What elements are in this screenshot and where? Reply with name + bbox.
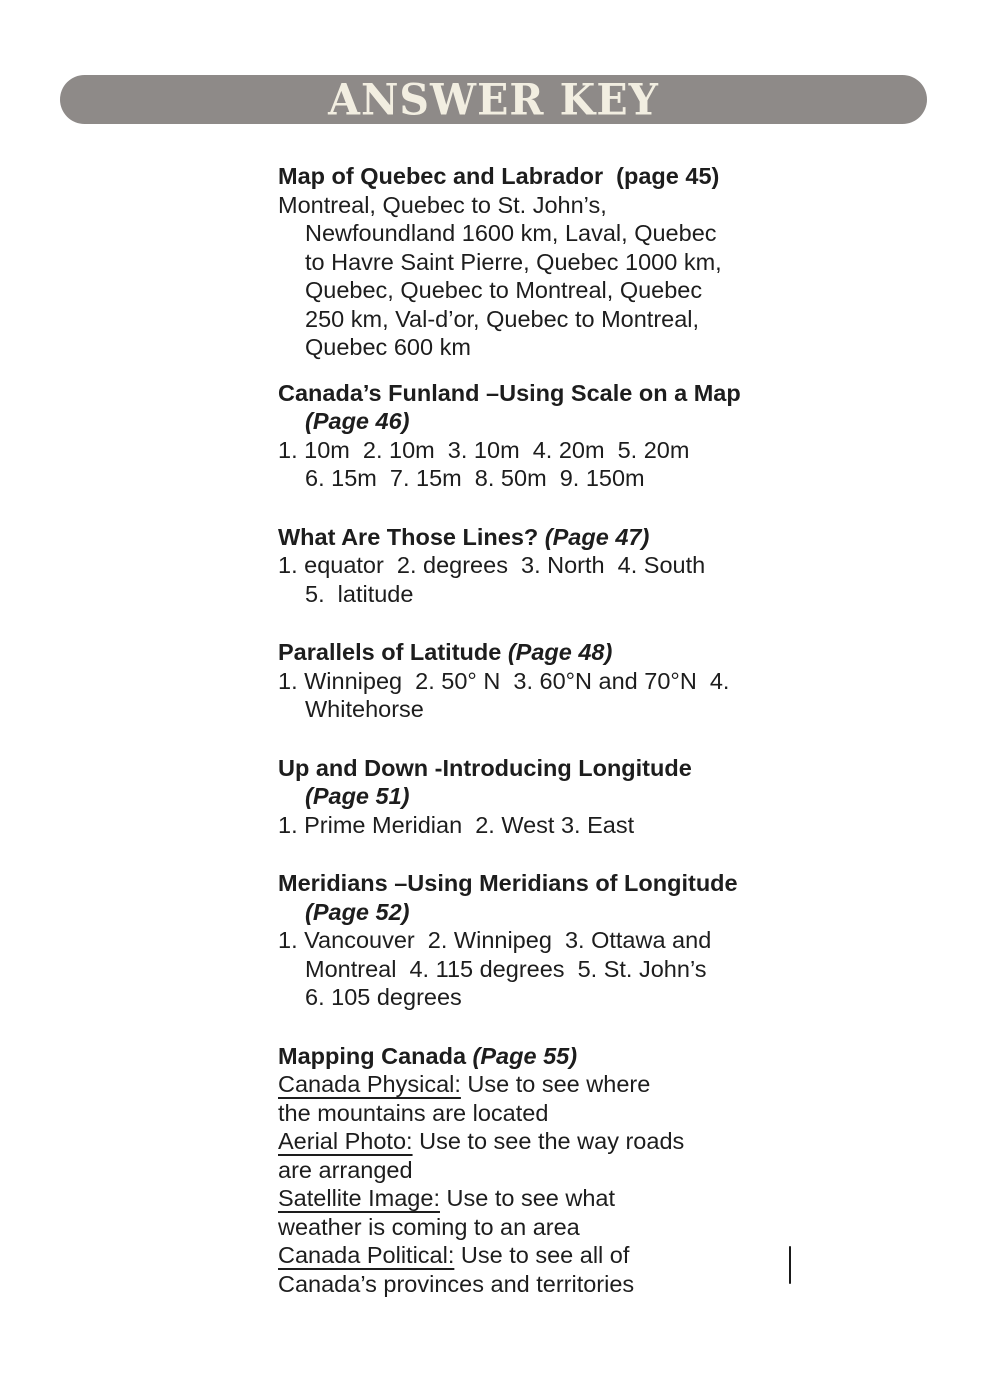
answer-line-text: the mountains are located <box>278 1099 549 1126</box>
page-reference: (Page 46) <box>305 408 410 434</box>
answer-line <box>278 1241 898 1270</box>
answer-line-text: Canada’s provinces and territories <box>278 1270 635 1297</box>
answer-line <box>278 248 898 277</box>
answer-line <box>278 464 898 493</box>
answer-line-text: 1. 10m 2. 10m 3. 10m 4. 20m 5. 20m <box>278 436 690 463</box>
page-title: ANSWER KEY <box>328 74 659 125</box>
answer-line <box>278 1213 898 1242</box>
underlined-term: Canada Physical: <box>278 1071 461 1097</box>
answer-section <box>278 754 898 840</box>
answer-line-text: 1. Prime Meridian 2. West 3. East <box>278 811 635 838</box>
section-heading <box>278 1042 898 1071</box>
answer-line <box>278 276 898 305</box>
answer-line-text: to Havre Saint Pierre, Quebec 1000 km, <box>305 248 722 275</box>
answer-line <box>278 219 898 248</box>
answer-line <box>278 580 898 609</box>
answer-line <box>278 811 898 840</box>
underlined-term: Aerial Photo: <box>278 1128 413 1154</box>
section-heading-text: Meridians –Using Meridians of Longitude <box>278 870 738 896</box>
answer-line <box>278 926 898 955</box>
answer-line <box>278 695 898 724</box>
answer-line-text: 1. equator 2. degrees 3. North 4. South <box>278 552 706 578</box>
answer-line-text: Whitehorse <box>305 696 424 722</box>
answer-line-text: Use to see the way roads <box>412 1128 685 1154</box>
page-reference-line <box>278 407 898 436</box>
section-heading-text: What Are Those Lines? <box>278 523 539 550</box>
page-reference: (Page 52) <box>305 898 410 925</box>
answer-line <box>278 436 898 465</box>
answer-line-text: Use to see where <box>460 1071 651 1097</box>
answer-line <box>278 1270 898 1299</box>
section-heading-text: Canada’s Funland –Using Scale on a Map <box>278 379 741 406</box>
answer-section <box>278 379 898 493</box>
section-heading <box>278 162 898 191</box>
answer-line-text: Use to see all of <box>454 1242 630 1268</box>
answer-line <box>278 305 898 334</box>
stray-vertical-mark <box>789 1246 791 1284</box>
answer-line <box>278 333 898 362</box>
section-heading-text: Map of Quebec and Labrador <box>278 163 604 189</box>
answer-key-banner <box>60 75 927 124</box>
answer-key-body <box>278 162 898 1328</box>
section-heading <box>278 754 898 783</box>
answer-line-text: 5. latitude <box>305 580 414 607</box>
answer-line-text: 1. Vancouver 2. Winnipeg 3. Ottawa and <box>278 927 712 953</box>
underlined-term: Satellite Image: <box>278 1185 440 1211</box>
answer-line-text: Montreal 4. 115 degrees 5. St. John’s <box>305 955 707 982</box>
answer-line-text: 6. 105 degrees <box>305 984 462 1010</box>
answer-section <box>278 638 898 724</box>
answer-line <box>278 1127 898 1156</box>
section-heading <box>278 638 898 667</box>
answer-line <box>278 551 898 580</box>
answer-line-text: 250 km, Val-d’or, Quebec to Montreal, <box>305 305 700 332</box>
section-heading-text: Up and Down -Introducing Longitude <box>278 754 692 781</box>
underlined-term: Canada Political: <box>278 1242 455 1268</box>
section-heading <box>278 523 898 552</box>
section-heading-text: Parallels of Latitude <box>278 639 502 665</box>
answer-line <box>278 191 898 220</box>
answer-line-text: Quebec 600 km <box>305 334 471 360</box>
page-reference: (Page 51) <box>305 783 410 809</box>
section-heading-text: Mapping Canada <box>278 1042 467 1069</box>
answer-line <box>278 1070 898 1099</box>
page-reference: (Page 48) <box>501 639 613 665</box>
page-reference: (Page 55) <box>466 1042 578 1069</box>
answer-line-text: Newfoundland 1600 km, Laval, Quebec <box>305 220 717 246</box>
answer-line-text: Quebec, Quebec to Montreal, Quebec <box>305 277 703 303</box>
page-reference: (page 45) <box>603 163 720 189</box>
answer-line <box>278 1156 898 1185</box>
answer-line <box>278 1184 898 1213</box>
page-reference-line <box>278 782 898 811</box>
answer-line <box>278 667 898 696</box>
answer-section <box>278 869 898 1012</box>
answer-section <box>278 523 898 609</box>
page-reference: (Page 47) <box>538 523 650 550</box>
section-heading <box>278 869 898 898</box>
page-reference-line <box>278 898 898 927</box>
answer-line-text: Use to see what <box>439 1185 616 1211</box>
answer-line-text: 6. 15m 7. 15m 8. 50m 9. 150m <box>305 465 645 491</box>
answer-line <box>278 955 898 984</box>
answer-line <box>278 1099 898 1128</box>
answer-section <box>278 162 898 362</box>
answer-line-text: are arranged <box>278 1156 413 1183</box>
answer-section <box>278 1042 898 1299</box>
answer-line-text: 1. Winnipeg 2. 50° N 3. 60°N and 70°N 4. <box>278 667 730 694</box>
section-heading <box>278 379 898 408</box>
answer-line-text: Montreal, Quebec to St. John’s, <box>278 191 607 218</box>
answer-line-text: weather is coming to an area <box>278 1213 580 1240</box>
answer-line <box>278 983 898 1012</box>
